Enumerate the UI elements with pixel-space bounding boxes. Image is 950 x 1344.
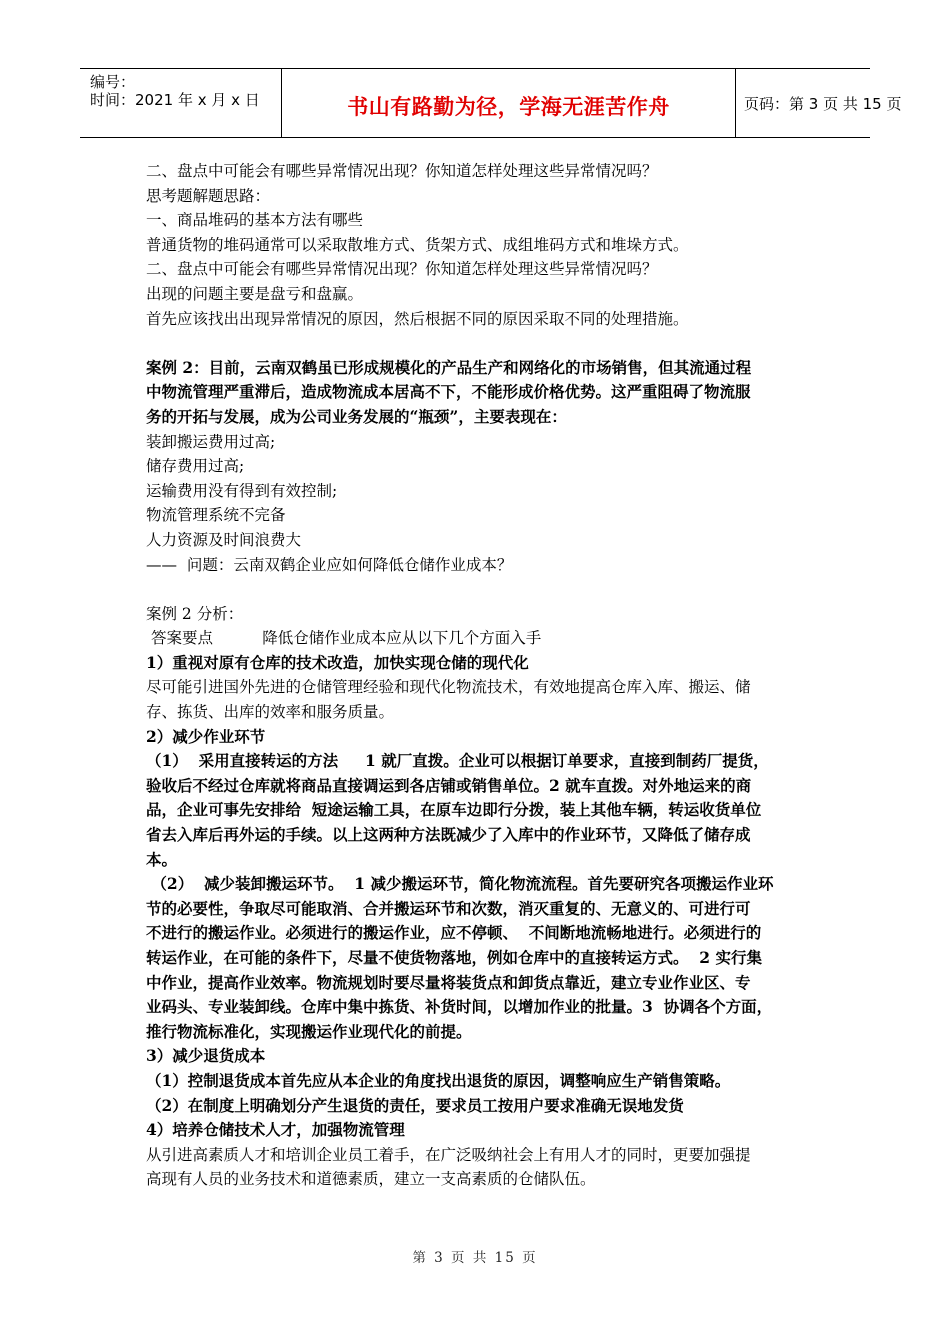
header-motto-cell <box>282 69 736 137</box>
page-header <box>80 68 902 138</box>
text-line: 出现的问题主要是盘亏和盘赢。 <box>146 284 364 303</box>
text-line: 案例 2 分析： <box>146 604 244 623</box>
text-line: 验收后不经过仓库就将商品直接调运到各店铺或销售单位。2 就车直拨。对外地运来的商 <box>146 775 752 795</box>
text-line: 人力资源及时间浪费大 <box>146 530 302 549</box>
text-line: —— 问题：云南双鹤企业应如何降低仓储作业成本？ <box>146 555 513 574</box>
text-line: 装卸搬运费用过高; <box>146 432 276 451</box>
text-line: 业码头、专业装卸线。仓库中集中拣货、补货时间，以增加作业的批量。3 协调各个方面， <box>146 997 773 1017</box>
header-page-number: 页码：第 3 页 共 15 页 <box>744 95 902 113</box>
text-line: （1） 采用直接转运的方法 1 就厂直拨。企业可以根据订单要求，直接到制药厂提货， <box>146 751 769 771</box>
text-line: 普通货物的堆码通常可以采取散堆方式、货架方式、成组堆码方式和堆垛方式。 <box>146 235 689 254</box>
text-line: 中作业，提高作业效率。物流规划时要尽量将装货点和卸货点靠近，建立专业作业区、专 <box>146 972 751 992</box>
header-motto: 书山有路勤为径，学海无涯苦作舟 <box>347 95 670 119</box>
text-line: 运输费用没有得到有效控制; <box>146 481 338 500</box>
text-line: （1）控制退货成本首先应从本企业的角度找出退货的原因，调整响应生产销售策略。 <box>146 1070 731 1090</box>
blank-line <box>146 577 826 602</box>
text-line: 本。 <box>146 849 178 869</box>
text-line: 务的开拓与发展，成为公司业务发展的“瓶颈”，主要表现在： <box>146 406 567 426</box>
header-info-cell <box>80 69 282 137</box>
text-line: 答案要点 降低仓储作业成本应从以下几个方面入手 <box>146 629 542 648</box>
blank-line <box>146 331 826 356</box>
text-line: 推行物流标准化，实现搬运作业现代化的前提。 <box>146 1021 472 1041</box>
text-line: 4）培养仓储技术人才，加强物流管理 <box>146 1120 405 1140</box>
text-line: 高现有人员的业务技术和道德素质，建立一支高素质的仓储队伍。 <box>146 1170 596 1189</box>
text-line: 品，企业可事先安排给 短途运输工具，在原车边即行分拨，装上其他车辆，转运收货单位 <box>146 800 762 820</box>
document-date-label: 时间：2021 年 x 月 x 日 <box>90 91 260 109</box>
page-footer: 第 3 页 共 15 页 <box>412 1250 538 1266</box>
document-number-label: 编号： <box>90 73 136 91</box>
text-line: 一、商品堆码的基本方法有哪些 <box>146 211 364 230</box>
text-line: （2）在制度上明确划分产生退货的责任，要求员工按用户要求准确无误地发货 <box>146 1095 684 1115</box>
text-line: 省去入库后再外运的手续。以上这两种方法既减少了入库中的作业环节，又降低了储存成 <box>146 825 751 845</box>
text-line: 从引进高素质人才和培训企业员工着手，在广泛吸纳社会上有用人才的同时，更要加强提 <box>146 1145 751 1164</box>
text-line: 二、盘点中可能会有哪些异常情况出现？你知道怎样处理这些异常情况吗？ <box>146 162 658 180</box>
text-line: 思考题解题思路： <box>146 186 271 205</box>
text-line: 2）减少作业环节 <box>146 726 266 746</box>
text-line: 不进行的搬运作业。必须进行的搬运作业，应不停顿、 不间断地流畅地进行。必须进行的 <box>146 923 762 943</box>
document-body <box>146 159 826 1192</box>
text-line: 二、盘点中可能会有哪些异常情况出现？你知道怎样处理这些异常情况吗？ <box>146 260 658 279</box>
text-line: 1）重视对原有仓库的技术改造，加快实现仓储的现代化 <box>146 652 529 672</box>
header-page-cell <box>736 69 902 137</box>
text-line: 首先应该找出出现异常情况的原因，然后根据不同的原因采取不同的处理措施。 <box>146 309 689 328</box>
text-line: 尽可能引进国外先进的仓储管理经验和现代化物流技术，有效地提高仓库入库、搬运、储 <box>146 678 751 697</box>
text-line: 3）减少退货成本 <box>146 1046 266 1066</box>
text-line: （2） 减少装卸搬运环节。 1 减少搬运环节，简化物流流程。首先要研究各项搬运作业环 <box>146 874 774 894</box>
text-line: 案例 2：目前，云南双鹤虽已形成规模化的产品生产和网络化的市场销售，但其流通过程 <box>146 357 752 377</box>
text-line: 节的必要性，争取尽可能取消、合并搬运环节和次数，消灭重复的、无意义的、可进行可 <box>146 898 751 918</box>
text-line: 存、拣货、出库的效率和服务质量。 <box>146 703 395 722</box>
text-line: 转运作业，在可能的条件下，尽量不使货物落地，例如仓库中的直接转运方式。 2 实行集 <box>146 948 762 967</box>
text-line: 储存费用过高; <box>146 457 245 476</box>
text-line: 中物流管理严重滞后，造成物流成本居高不下，不能形成价格优势。这严重阻碍了物流服 <box>146 382 751 402</box>
text-line: 物流管理系统不完备 <box>146 506 286 525</box>
